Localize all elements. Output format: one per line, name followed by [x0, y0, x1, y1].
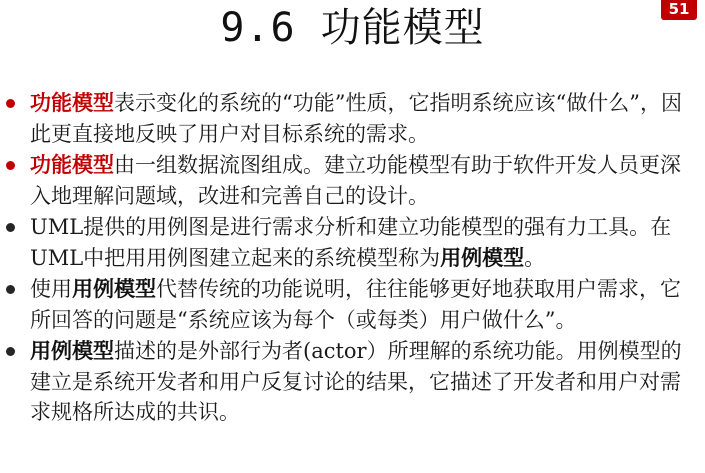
bullet-text: 表示变化的系统的“功能”性质，它指明系统应该“做什么”，因此更直接地反映了用户对目标系统的需求。: [30, 91, 682, 146]
bullet-dot-icon: [6, 161, 15, 170]
bullet-text: UML提供的用例图是进行需求分析和建立功能模型的强有力工具。在UML中把用用例图建立起来的系统模型称为: [30, 215, 672, 270]
bullet-dot-icon: [6, 99, 15, 108]
bullet-text: 。: [524, 245, 546, 270]
bullet-text: 由一组数据流图组成。建立功能模型有助于软件开发人员更深入地理解问题域，改进和完善自己的设计。: [30, 153, 681, 208]
bullet-item: [0, 212, 705, 273]
bullet-text: 代替传统的功能说明，往往能够更好地获取用户需求，它所回答的问题是“系统应该为每个（或每类）用户做什么”。: [30, 277, 681, 332]
bullet-list: [0, 88, 705, 429]
page-number-badge: 51: [661, 0, 697, 20]
bullet-text: 描述的是外部行为者(actor）所理解的系统功能。用例模型的建立是系统开发者和用户反复讨论的结果，它描述了开发者和用户对需求规格所达成的共识。: [30, 339, 682, 424]
bullet-text: 使用: [30, 277, 72, 301]
bullet-dot-icon: [6, 223, 15, 232]
slide-title: 9.6 功能模型: [220, 5, 485, 51]
bullet-dot-icon: [6, 347, 15, 356]
bullet-item: [0, 336, 705, 428]
bullet-term: 用例模型: [72, 276, 156, 301]
bullet-term: 用例模型: [30, 338, 114, 363]
bullet-item: [0, 150, 705, 211]
bullet-term: 功能模型: [30, 152, 114, 177]
bullet-item: [0, 274, 705, 335]
bullet-term: 用例模型: [440, 244, 525, 270]
bullet-term: 功能模型: [30, 90, 114, 115]
bullet-item: [0, 88, 705, 149]
bullet-dot-icon: [6, 285, 15, 294]
